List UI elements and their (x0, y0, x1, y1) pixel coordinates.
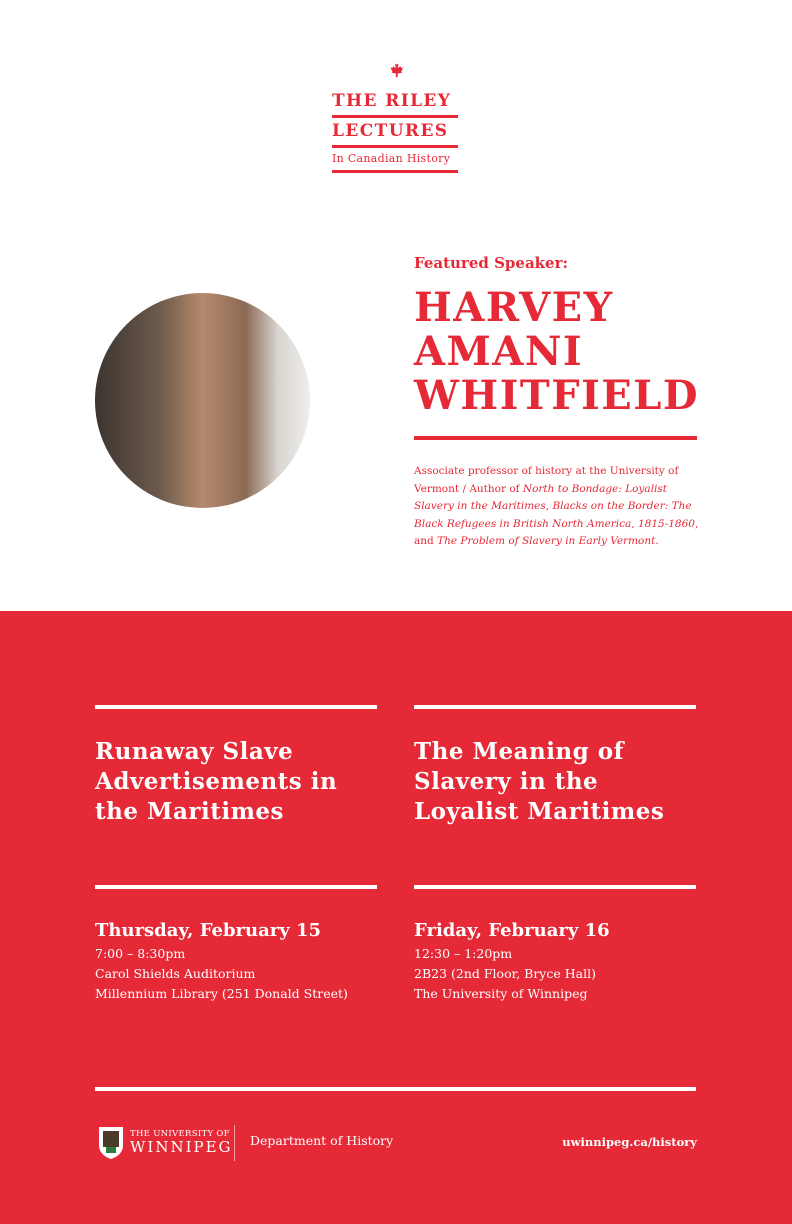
book-title: The Problem of Slavery in Early Vermont (437, 535, 656, 547)
logo-line-2: LECTURES (332, 121, 449, 141)
lecture-date: Friday, February 16 (414, 920, 610, 941)
university-crest-icon (96, 1125, 126, 1161)
divider (414, 436, 697, 440)
university-name: WINNIPEG (130, 1138, 233, 1156)
riley-lectures-logo (332, 60, 458, 173)
bio-text: , (545, 500, 553, 512)
lecture-section (0, 611, 792, 1224)
lecture-2 (414, 705, 696, 827)
lecture-date: Thursday, February 15 (95, 920, 322, 941)
divider (234, 1125, 235, 1161)
divider (414, 885, 696, 889)
website-link[interactable]: uwinnipeg.ca/history (562, 1135, 697, 1149)
department-name: Department of History (250, 1133, 394, 1148)
lecture-2-details (414, 885, 696, 1004)
bio-text: , and (414, 517, 699, 547)
lecture-address: The University of Winnipeg (414, 986, 588, 1001)
book-title: North to Bondage: Loyalist Slavery in the Maritimes (414, 482, 668, 512)
bio-text: Associate professor of history at the University of Vermont / Author of (414, 465, 679, 495)
divider (95, 885, 377, 889)
logo-line-1: THE RILEY (332, 91, 452, 111)
lecture-address: Millennium Library (251 Donald Street) (95, 986, 348, 1001)
lecture-1-details (95, 885, 377, 1004)
divider (332, 115, 458, 118)
speaker-name (414, 286, 699, 418)
name-line: WHITFIELD (414, 372, 700, 419)
featured-speaker-label: Featured Speaker: (414, 254, 569, 272)
book-title: Blacks on the Border: The Black Refugees in British North America, 1815-1860 (414, 500, 695, 530)
divider (332, 145, 458, 148)
lecture-venue: 2B23 (2nd Floor, Bryce Hall) (414, 966, 596, 981)
lecture-venue: Carol Shields Auditorium (95, 966, 256, 981)
name-line: HARVEY (414, 284, 614, 331)
logo-subtitle: In Canadian History (332, 152, 451, 165)
bio-text: . (655, 535, 659, 547)
speaker-bio (414, 463, 704, 551)
university-name-small: THE UNIVERSITY OF (130, 1129, 230, 1139)
lecture-1 (95, 705, 377, 827)
divider (332, 170, 458, 173)
divider (95, 705, 377, 709)
lecture-title: Runaway Slave Advertisements in the Maritimes (95, 738, 338, 825)
divider (414, 705, 696, 709)
name-line: AMANI (414, 328, 584, 375)
speaker-photo (95, 293, 310, 508)
lecture-title: The Meaning of Slavery in the Loyalist Maritimes (414, 738, 665, 825)
lecture-time: 7:00 – 8:30pm (95, 946, 186, 961)
lecture-time: 12:30 – 1:20pm (414, 946, 513, 961)
divider (95, 1087, 696, 1091)
